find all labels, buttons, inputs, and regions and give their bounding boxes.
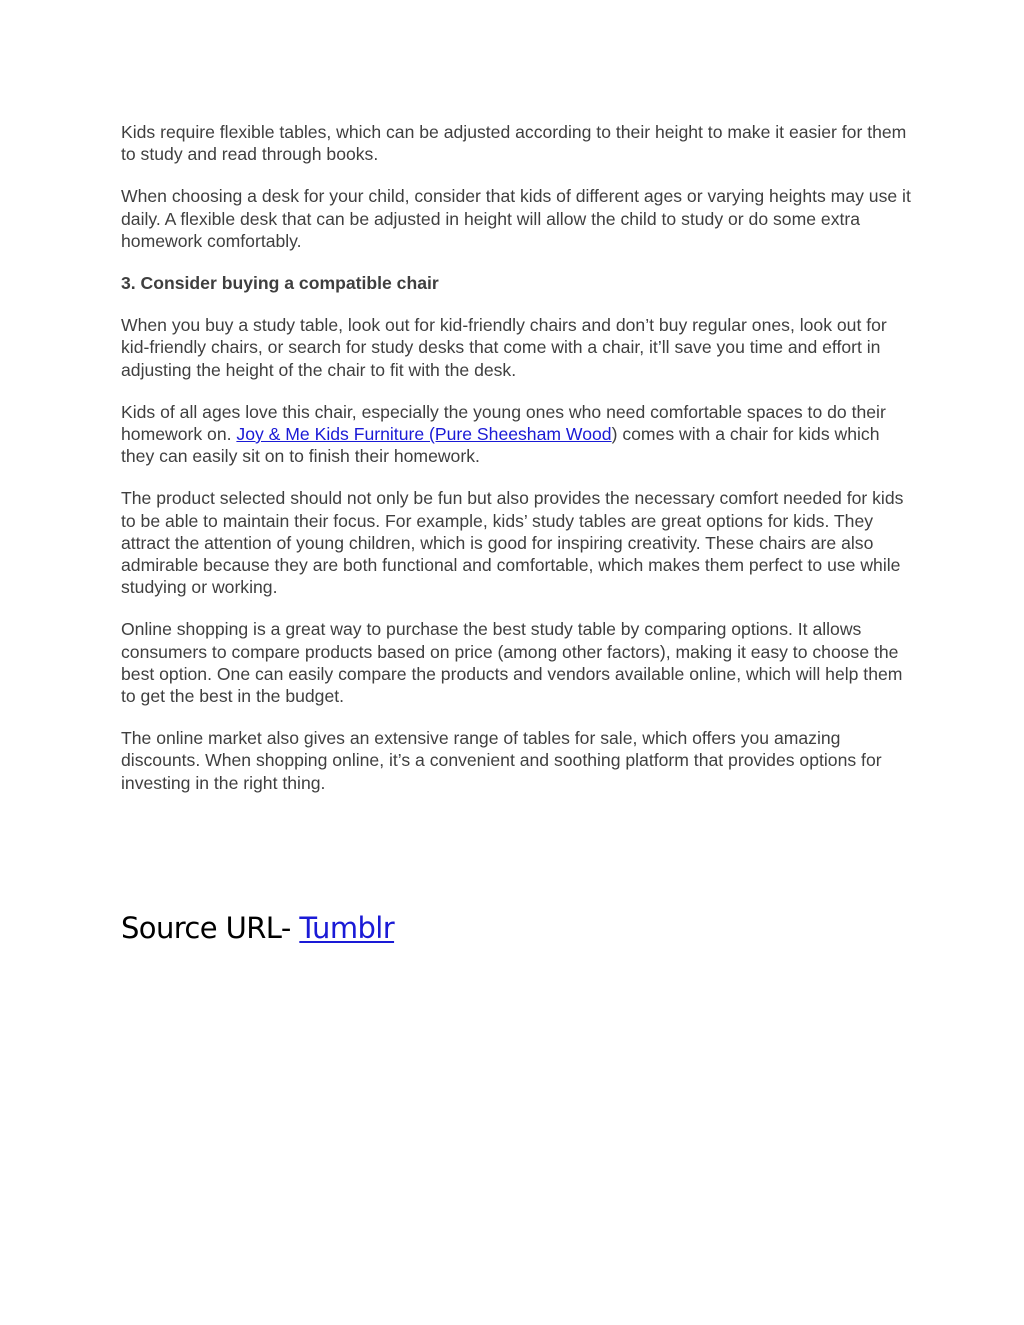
document-body — [121, 121, 911, 814]
section-heading-chair: 3. Consider buying a compatible chair — [121, 273, 439, 294]
paragraph-product-comfort: The product selected should not only be fun but also provides the necessary comfort needed for kids to be able to maintain their focus. For example, kids’ study tables are great options for kids. They attract the attention of young children, which is good for inspiring creativity. These chairs are also admirable because they are both functional and comfortable, which makes them perfect to use while studying or working. — [121, 488, 904, 598]
source-link-tumblr[interactable]: Tumblr — [299, 911, 395, 945]
product-link-joy-me[interactable]: Joy & Me Kids Furniture (Pure Sheesham Wood — [236, 424, 612, 445]
paragraph-flexible-tables: Kids require flexible tables, which can be adjusted according to their height to make it easier for them to study and read through books. — [121, 122, 907, 165]
paragraph-online-market: The online market also gives an extensive range of tables for sale, which offers you amazing discounts. When shopping online, it’s a convenient and soothing platform that provides options for investing in the right thing. — [121, 728, 882, 793]
paragraph-choosing-desk: When choosing a desk for your child, consider that kids of different ages or varying heights may use it daily. A flexible desk that can be adjusted in height will allow the child to study or do some extra homework comfortably. — [121, 186, 911, 251]
paragraph-chair-love-before: Kids of all ages love this chair, especially the young ones who need comfortable spaces to do their homework on. — [121, 401, 886, 445]
source-url-label: Source URL- — [121, 911, 300, 945]
paragraph-online-shopping: Online shopping is a great way to purchase the best study table by comparing options. It allows consumers to compare products based on price (among other factors), making it easy to choose the best option. One can easily compare the products and vendors available online, which will help them to get the best in the budget. — [121, 619, 903, 707]
source-url-line — [121, 906, 394, 950]
paragraph-chair-love — [121, 401, 911, 468]
paragraph-kid-friendly-chairs: When you buy a study table, look out for kid-friendly chairs and don’t buy regular ones, look out for kid-friendly chairs, or search for study desks that come with a chair, it’ll save you time and effort in adjusting the height of the chair to fit with the desk. — [121, 315, 887, 380]
paragraph-chair-love-after: ) comes with a chair for kids which they can easily sit on to finish their homework. — [121, 424, 880, 467]
